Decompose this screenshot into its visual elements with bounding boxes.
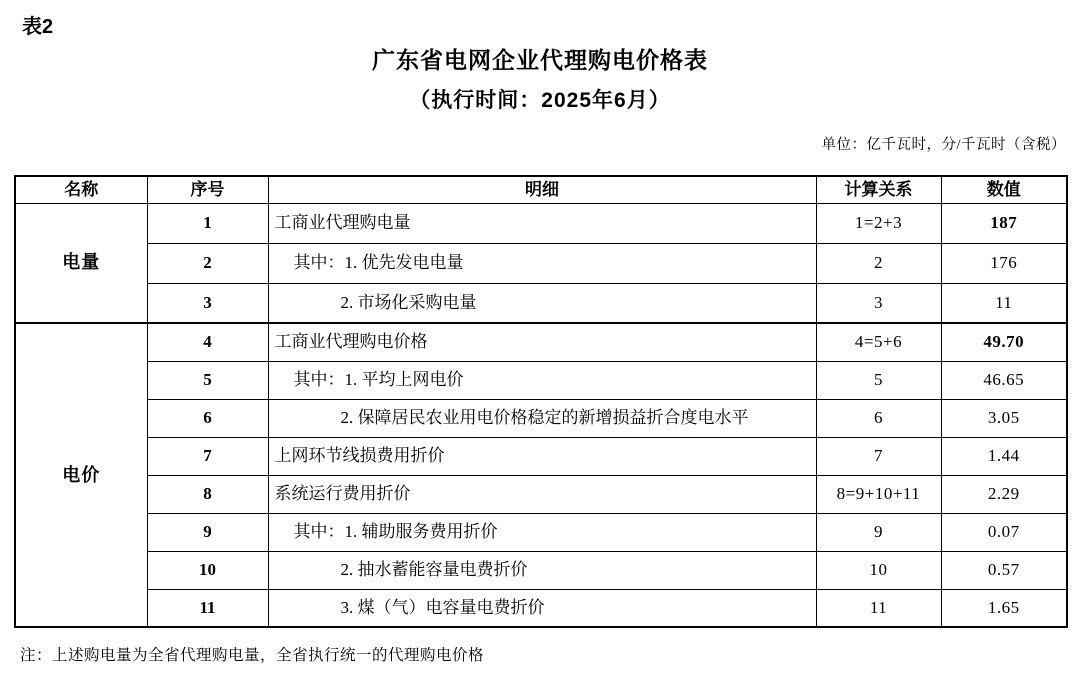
column-header-value: 数值	[941, 176, 1067, 203]
seq-cell: 8	[147, 475, 268, 513]
price-table	[14, 175, 1068, 628]
relation-cell: 1=2+3	[816, 203, 941, 243]
table-row	[15, 551, 1067, 589]
table-row	[15, 513, 1067, 551]
detail-cell: 2. 保障居民农业用电价格稳定的新增损益折合度电水平	[268, 399, 816, 437]
relation-cell: 10	[816, 551, 941, 589]
detail-cell: 系统运行费用折价	[268, 475, 816, 513]
seq-cell: 3	[147, 283, 268, 323]
value-cell: 46.65	[941, 361, 1067, 399]
relation-cell: 2	[816, 243, 941, 283]
document-title: 广东省电网企业代理购电价格表	[372, 47, 708, 73]
value-cell: 0.57	[941, 551, 1067, 589]
relation-cell: 8=9+10+11	[816, 475, 941, 513]
seq-cell: 7	[147, 437, 268, 475]
table-row	[15, 361, 1067, 399]
relation-cell: 9	[816, 513, 941, 551]
detail-cell: 2. 市场化采购电量	[268, 283, 816, 323]
relation-cell: 4=5+6	[816, 323, 941, 361]
seq-cell: 4	[147, 323, 268, 361]
value-cell: 176	[941, 243, 1067, 283]
value-cell: 1.65	[941, 589, 1067, 627]
column-header-name: 名称	[15, 176, 147, 203]
relation-cell: 7	[816, 437, 941, 475]
unit-note: 单位：亿千瓦时，分/千瓦时（含税）	[821, 137, 1066, 153]
seq-cell: 2	[147, 243, 268, 283]
table-row	[15, 437, 1067, 475]
relation-cell: 3	[816, 283, 941, 323]
seq-cell: 1	[147, 203, 268, 243]
value-cell: 49.70	[941, 323, 1067, 361]
detail-cell: 工商业代理购电量	[268, 203, 816, 243]
value-cell: 11	[941, 283, 1067, 323]
detail-cell: 其中：1. 优先发电电量	[268, 243, 816, 283]
value-cell: 1.44	[941, 437, 1067, 475]
column-header-seq: 序号	[147, 176, 268, 203]
table-number-label: 表2	[22, 16, 54, 38]
document-subtitle: （执行时间：2025年6月）	[409, 89, 671, 112]
table-row	[15, 283, 1067, 323]
detail-cell: 其中：1. 辅助服务费用折价	[268, 513, 816, 551]
table-row	[15, 399, 1067, 437]
table-row	[15, 203, 1067, 243]
table-row	[15, 475, 1067, 513]
table-row	[15, 243, 1067, 283]
seq-cell: 11	[147, 589, 268, 627]
seq-cell: 6	[147, 399, 268, 437]
detail-cell: 工商业代理购电价格	[268, 323, 816, 361]
detail-cell: 3. 煤（气）电容量电费折价	[268, 589, 816, 627]
relation-cell: 11	[816, 589, 941, 627]
footnote: 注：上述购电量为全省代理购电量，全省执行统一的代理购电价格	[20, 647, 485, 664]
table-row	[15, 323, 1067, 361]
header-row	[15, 176, 1067, 203]
detail-cell: 上网环节线损费用折价	[268, 437, 816, 475]
value-cell: 3.05	[941, 399, 1067, 437]
column-header-relation: 计算关系	[816, 176, 941, 203]
value-cell: 0.07	[941, 513, 1067, 551]
seq-cell: 10	[147, 551, 268, 589]
relation-cell: 6	[816, 399, 941, 437]
seq-cell: 5	[147, 361, 268, 399]
detail-cell: 其中：1. 平均上网电价	[268, 361, 816, 399]
seq-cell: 9	[147, 513, 268, 551]
detail-cell: 2. 抽水蓄能容量电费折价	[268, 551, 816, 589]
table-row	[15, 589, 1067, 627]
column-header-detail: 明细	[268, 176, 816, 203]
relation-cell: 5	[816, 361, 941, 399]
group-name-dianjia: 电价	[15, 323, 147, 627]
value-cell: 187	[941, 203, 1067, 243]
group-name-dianliang: 电量	[15, 203, 147, 323]
value-cell: 2.29	[941, 475, 1067, 513]
